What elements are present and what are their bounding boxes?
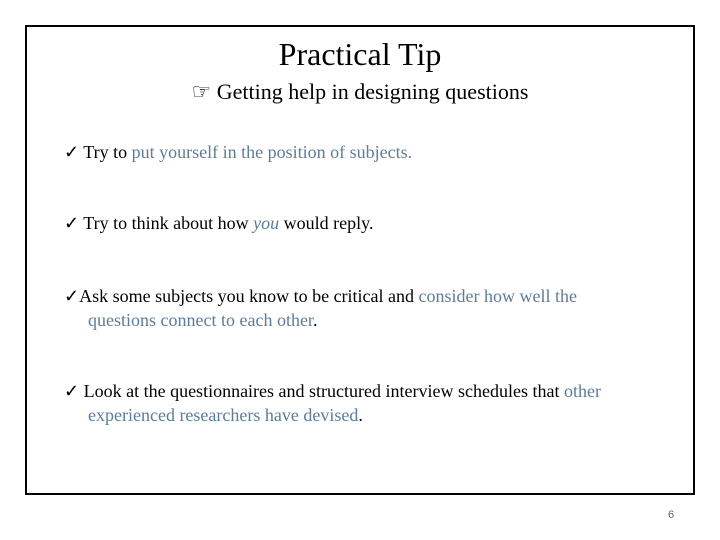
subtitle-text: Getting help in designing questions — [216, 79, 529, 104]
bullet-3-text-a: Ask some subjects you know to be critical and — [79, 286, 419, 306]
bullet-2-text-b: you — [253, 213, 280, 233]
bullet-4-text-b: other — [563, 381, 601, 401]
checkmark-icon: ✓ — [64, 213, 80, 233]
bullet-1-text-b: put yourself in the position of subjects. — [131, 142, 413, 162]
slide-title: Practical Tip — [278, 36, 442, 72]
bullet-1 — [64, 140, 684, 164]
bullet-2 — [64, 211, 684, 235]
bullet-3-text-d: . — [312, 310, 318, 330]
slide-subtitle — [0, 79, 720, 105]
bullet-2-text-c: would reply. — [279, 213, 374, 233]
bullet-3-text-b: consider how well the — [418, 286, 577, 306]
page-number: 6 — [668, 509, 675, 521]
checkmark-icon: ✓ — [64, 142, 80, 162]
bullet-4-text-c: experienced researchers have devised — [88, 405, 359, 425]
bullet-3-text-c: questions connect to each other — [88, 310, 313, 330]
checkmark-icon: ✓ — [64, 381, 80, 401]
pointing-hand-icon: ☞ — [191, 79, 212, 104]
bullet-3 — [64, 284, 684, 332]
bullet-4-text-d: . — [358, 405, 363, 425]
bullet-4 — [64, 379, 684, 427]
bullet-4-text-a: Look at the questionnaires and structured interview schedules that — [83, 381, 564, 401]
bullet-1-text-a: Try to — [83, 142, 132, 162]
checkmark-icon: ✓ — [64, 286, 80, 306]
bullet-2-text-a: Try to think about how — [83, 213, 254, 233]
